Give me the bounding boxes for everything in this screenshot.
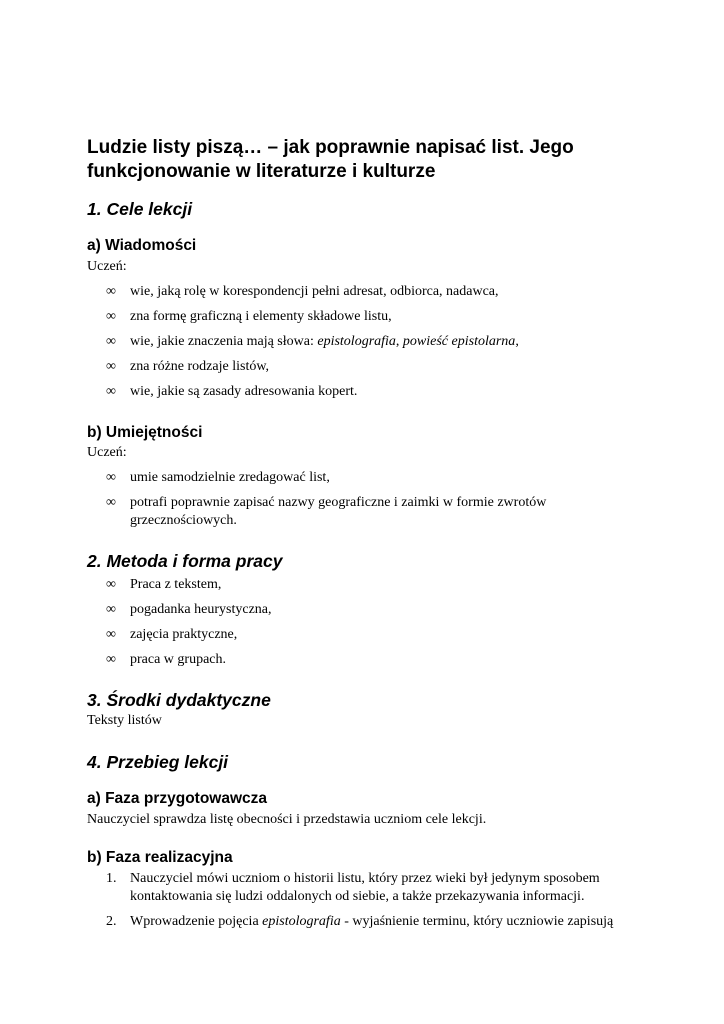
term-epistolografia: epistolografia	[317, 334, 396, 349]
infinity-bullet-icon: ∞	[106, 495, 116, 510]
list-item: ∞ pogadanka heurystyczna,	[106, 602, 272, 617]
infinity-bullet-icon: ∞	[106, 577, 116, 592]
infinity-bullet-icon: ∞	[106, 384, 116, 399]
document-title: Ludzie listy piszą… – jak poprawnie napisać list. Jego funkcjonowanie w literaturze i kulturze	[87, 137, 574, 182]
infinity-bullet-icon: ∞	[106, 652, 116, 667]
term-powiesc-epistolarna: powieść epistolarna	[402, 334, 516, 349]
subheading-knowledge: a) Wiadomości	[87, 237, 197, 254]
list-item: ∞ potrafi poprawnie zapisać nazwy geograficzne i zaimki w formie zwrotów grzecznościowych.	[106, 495, 547, 528]
subheading-realization: b) Faza realizacyjna	[87, 849, 233, 866]
preparation-text: Nauczyciel sprawdza listę obecności i przedstawia uczniom cele lekcji.	[87, 812, 487, 827]
aids-text: Teksty listów	[87, 713, 162, 728]
list-item: ∞ praca w grupach.	[106, 652, 227, 667]
section-heading-goals: 1. Cele lekcji	[87, 199, 193, 219]
method-list	[106, 576, 626, 669]
list-item: 2. Wprowadzenie pojęcia epistolografia - wyjaśnienie terminu, który uczniowie zapisują	[106, 914, 614, 929]
subheading-skills: b) Umiejętności	[87, 424, 203, 441]
list-item: ∞ wie, jaką rolę w korespondencji pełni adresat, odbiorca, nadawca,	[106, 284, 499, 299]
knowledge-list	[106, 283, 626, 401]
list-item: ∞ zajęcia praktyczne,	[106, 627, 238, 642]
realization-list	[106, 870, 636, 931]
infinity-bullet-icon: ∞	[106, 284, 116, 299]
infinity-bullet-icon: ∞	[106, 359, 116, 374]
skills-list	[106, 469, 626, 530]
list-item: 1. Nauczyciel mówi uczniom o historii listu, który przez wieki był jedynym sposobem kontaktowania się ludzi oddalonych od siebie, a także przekazywania informacji.	[106, 871, 600, 904]
subheading-preparation: a) Faza przygotowawcza	[87, 790, 268, 807]
list-item: ∞ umie samodzielnie zredagować list,	[106, 470, 330, 485]
infinity-bullet-icon: ∞	[106, 309, 116, 324]
list-item: ∞ wie, jakie znaczenia mają słowa: epistolografia, powieść epistolarna,	[106, 334, 519, 349]
infinity-bullet-icon: ∞	[106, 334, 116, 349]
infinity-bullet-icon: ∞	[106, 602, 116, 617]
section-heading-method: 2. Metoda i forma pracy	[87, 551, 283, 571]
infinity-bullet-icon: ∞	[106, 470, 116, 485]
list-item: ∞ Praca z tekstem,	[106, 577, 222, 592]
student-intro-knowledge: Uczeń:	[87, 259, 127, 274]
list-item: ∞ wie, jakie są zasady adresowania kopert.	[106, 384, 358, 399]
section-heading-lesson-flow: 4. Przebieg lekcji	[87, 752, 229, 772]
term-epistolografia: epistolografia	[262, 914, 341, 929]
list-item: ∞ zna różne rodzaje listów,	[106, 359, 270, 374]
section-heading-aids: 3. Środki dydaktyczne	[87, 690, 271, 710]
infinity-bullet-icon: ∞	[106, 627, 116, 642]
student-intro-skills: Uczeń:	[87, 445, 127, 460]
list-item: ∞ zna formę graficzną i elementy składowe listu,	[106, 309, 392, 324]
